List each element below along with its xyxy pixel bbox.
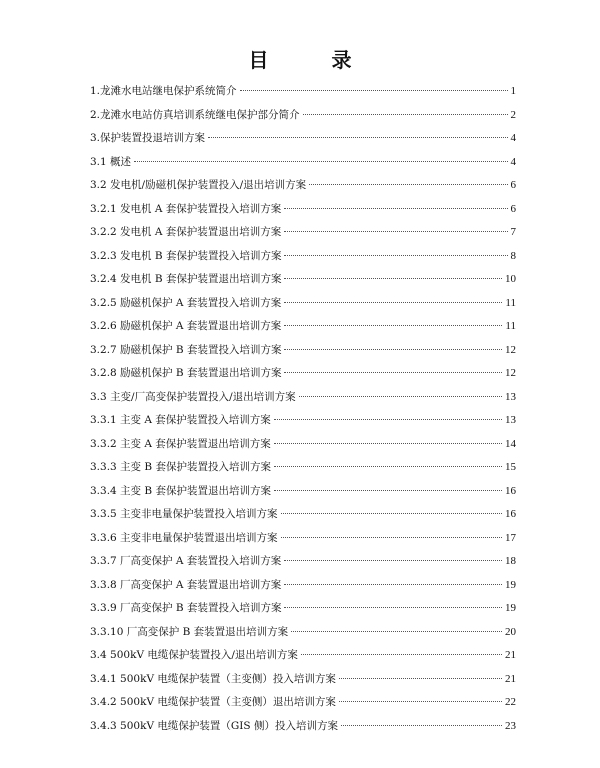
- toc-entry-page-number: 12: [505, 343, 516, 356]
- toc-entry[interactable]: [90, 480, 516, 504]
- toc-leader-dots: [339, 701, 502, 702]
- toc-entry-label: 3.2.8 励磁机保护 B 套装置退出培训方案: [90, 367, 282, 379]
- toc-entry-page-number: 21: [505, 649, 516, 661]
- toc-entry[interactable]: [90, 550, 516, 574]
- toc-entry-label: 3.4.1 500kV 电缆保护装置（主变侧）投入培训方案: [90, 672, 336, 685]
- toc-entry[interactable]: [90, 198, 516, 222]
- toc-entry-label: 3.2.3 发电机 B 套保护装置投入培训方案: [90, 249, 282, 262]
- toc-entry-label: 3.2.1 发电机 A 套保护装置投入培训方案: [90, 202, 282, 215]
- toc-entry-page-number: 16: [505, 484, 516, 497]
- toc-leader-dots: [299, 396, 502, 397]
- toc-entry[interactable]: [90, 668, 516, 692]
- toc-entry-label: 3.4 500kV 电缆保护装置投入/退出培训方案: [90, 649, 298, 661]
- toc-entry[interactable]: [90, 104, 516, 128]
- toc-entry-label: 3.3.7 厂高变保护 A 套装置投入培训方案: [90, 555, 282, 567]
- toc-entry-label: 3.3.4 主变 B 套保护装置退出培训方案: [90, 484, 271, 497]
- toc-entry[interactable]: [90, 574, 516, 598]
- toc-entry-label: 3.3.3 主变 B 套保护装置投入培训方案: [90, 461, 271, 473]
- toc-entry-page-number: 19: [505, 602, 516, 614]
- toc-entry-page-number: 19: [505, 578, 516, 591]
- toc-entry-page-number: 23: [505, 719, 516, 732]
- toc-leader-dots: [284, 560, 502, 561]
- toc-leader-dots: [284, 231, 507, 232]
- toc-entry[interactable]: [90, 268, 516, 292]
- toc-leader-dots: [339, 678, 502, 679]
- toc-leader-dots: [284, 302, 502, 303]
- toc-leader-dots: [303, 114, 508, 115]
- toc-entry-label: 3.3.1 主变 A 套保护装置投入培训方案: [90, 414, 271, 426]
- toc-entry-page-number: 13: [505, 390, 516, 403]
- toc-entry[interactable]: [90, 691, 516, 715]
- toc-leader-dots: [240, 90, 508, 91]
- table-of-contents: [90, 80, 516, 738]
- toc-leader-dots: [309, 184, 507, 185]
- toc-entry-page-number: 13: [505, 414, 516, 426]
- toc-entry-label: 3.3.6 主变非电量保护装置退出培训方案: [90, 531, 278, 544]
- toc-entry-label: 3.4.2 500kV 电缆保护装置（主变侧）退出培训方案: [90, 696, 336, 708]
- toc-entry-label: 1.龙滩水电站继电保护系统简介: [90, 85, 237, 97]
- toc-entry-page-number: 8: [510, 249, 516, 262]
- toc-leader-dots: [284, 278, 502, 279]
- toc-leader-dots: [208, 137, 507, 138]
- toc-entry-page-number: 7: [510, 226, 516, 238]
- toc-entry-label: 3.保护装置投退培训方案: [90, 132, 206, 144]
- toc-entry[interactable]: [90, 644, 516, 668]
- toc-leader-dots: [291, 631, 502, 632]
- toc-entry[interactable]: [90, 151, 516, 175]
- toc-entry-label: 3.3 主变/厂高变保护装置投入/退出培训方案: [90, 390, 296, 403]
- toc-leader-dots: [274, 443, 502, 444]
- toc-entry[interactable]: [90, 597, 516, 621]
- toc-entry-label: 3.3.10 厂高变保护 B 套装置退出培训方案: [90, 625, 289, 638]
- toc-entry[interactable]: [90, 456, 516, 480]
- toc-entry-page-number: 21: [505, 672, 516, 685]
- toc-entry[interactable]: [90, 621, 516, 645]
- toc-entry-page-number: 2: [510, 108, 516, 121]
- toc-entry-page-number: 17: [505, 531, 516, 544]
- toc-entry-label: 3.3.5 主变非电量保护装置投入培训方案: [90, 508, 278, 520]
- toc-entry-page-number: 10: [505, 273, 516, 285]
- toc-entry-label: 3.1 概述: [90, 155, 132, 168]
- toc-entry[interactable]: [90, 221, 516, 245]
- toc-leader-dots: [284, 607, 502, 608]
- toc-entry-label: 3.3.8 厂高变保护 A 套装置退出培训方案: [90, 578, 282, 591]
- toc-entry-page-number: 4: [510, 132, 516, 144]
- toc-entry[interactable]: [90, 315, 516, 339]
- toc-entry-label: 3.2.4 发电机 B 套保护装置退出培训方案: [90, 273, 282, 285]
- toc-entry[interactable]: [90, 503, 516, 527]
- toc-entry[interactable]: [90, 715, 516, 739]
- toc-entry[interactable]: [90, 292, 516, 316]
- toc-entry[interactable]: [90, 174, 516, 198]
- toc-entry-page-number: 20: [505, 625, 516, 638]
- toc-entry-label: 3.3.2 主变 A 套保护装置退出培训方案: [90, 437, 271, 450]
- toc-leader-dots: [274, 490, 502, 491]
- toc-title: 目 录: [248, 48, 380, 72]
- toc-leader-dots: [281, 537, 502, 538]
- toc-entry[interactable]: [90, 527, 516, 551]
- toc-entry-page-number: 18: [505, 555, 516, 567]
- toc-entry-page-number: 11: [505, 320, 516, 332]
- toc-leader-dots: [341, 725, 502, 726]
- toc-leader-dots: [284, 325, 502, 326]
- toc-entry[interactable]: [90, 127, 516, 151]
- toc-entry-label: 3.2.5 励磁机保护 A 套装置投入培训方案: [90, 296, 282, 309]
- toc-entry-page-number: 12: [505, 367, 516, 379]
- toc-entry[interactable]: [90, 339, 516, 363]
- toc-leader-dots: [301, 654, 502, 655]
- toc-entry-label: 3.2.6 励磁机保护 A 套装置退出培训方案: [90, 320, 282, 332]
- toc-entry-page-number: 6: [510, 202, 516, 215]
- toc-leader-dots: [281, 513, 502, 514]
- toc-entry-page-number: 15: [505, 461, 516, 473]
- toc-entry-label: 3.2.2 发电机 A 套保护装置退出培训方案: [90, 226, 282, 238]
- toc-leader-dots: [134, 161, 507, 162]
- toc-entry[interactable]: [90, 362, 516, 386]
- toc-leader-dots: [284, 255, 507, 256]
- toc-leader-dots: [284, 208, 507, 209]
- toc-entry-page-number: 22: [505, 696, 516, 708]
- toc-entry[interactable]: [90, 386, 516, 410]
- toc-entry-label: 3.3.9 厂高变保护 B 套装置投入培训方案: [90, 602, 282, 614]
- toc-leader-dots: [274, 419, 502, 420]
- toc-entry-label: 3.2 发电机/励磁机保护装置投入/退出培训方案: [90, 179, 307, 191]
- toc-entry-page-number: 11: [505, 296, 516, 309]
- toc-entry[interactable]: [90, 409, 516, 433]
- toc-entry-label: 3.4.3 500kV 电缆保护装置（GIS 侧）投入培训方案: [90, 719, 338, 732]
- toc-entry-page-number: 14: [505, 437, 516, 450]
- toc-leader-dots: [274, 466, 502, 467]
- toc-entry-label: 3.2.7 励磁机保护 B 套装置投入培训方案: [90, 343, 282, 356]
- toc-entry[interactable]: [90, 80, 516, 104]
- toc-leader-dots: [284, 372, 502, 373]
- toc-leader-dots: [284, 584, 502, 585]
- toc-entry-page-number: 1: [510, 85, 516, 97]
- toc-leader-dots: [284, 349, 502, 350]
- toc-entry-page-number: 6: [510, 179, 516, 191]
- toc-entry[interactable]: [90, 433, 516, 457]
- toc-entry-label: 2.龙滩水电站仿真培训系统继电保护部分简介: [90, 108, 300, 121]
- toc-entry-page-number: 4: [510, 155, 516, 168]
- toc-entry[interactable]: [90, 245, 516, 269]
- toc-entry-page-number: 16: [505, 508, 516, 520]
